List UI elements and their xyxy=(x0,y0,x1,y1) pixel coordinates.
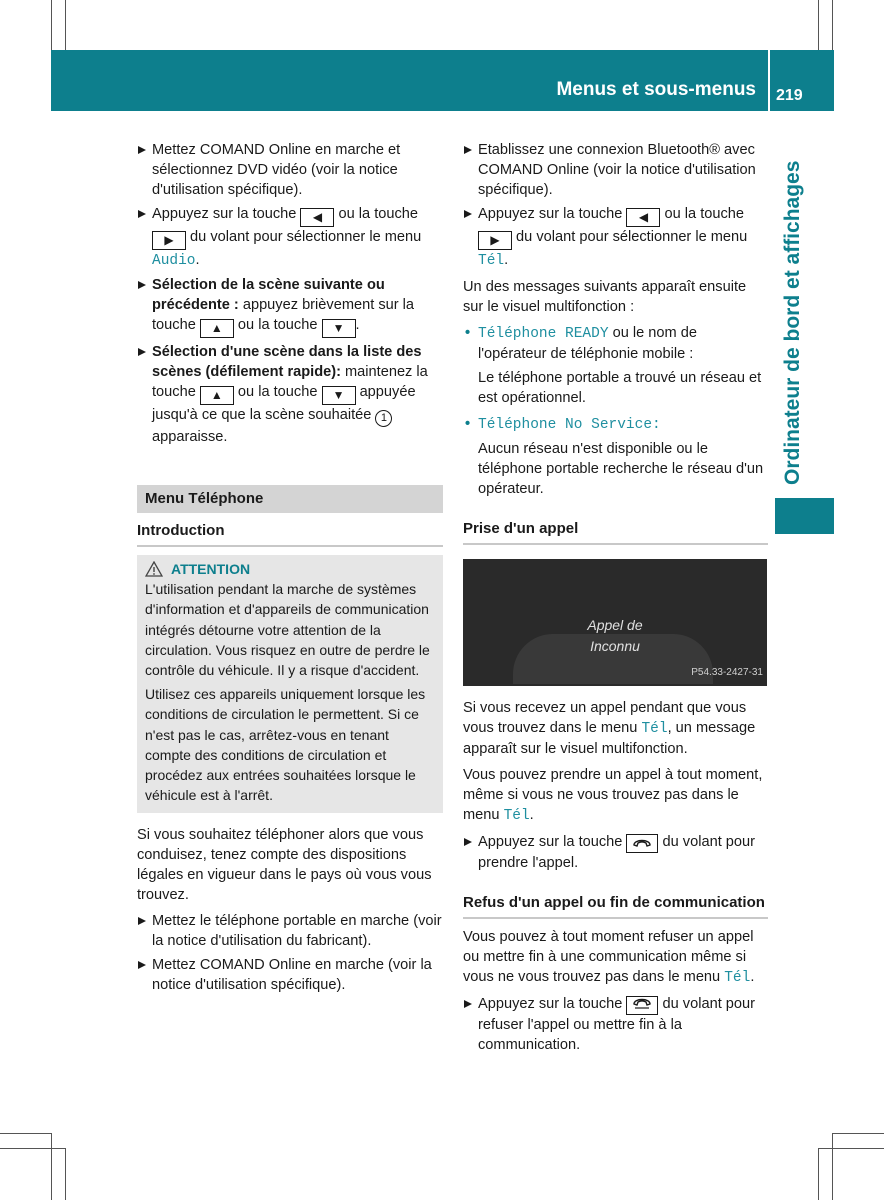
down-arrow-key: ▼ xyxy=(322,319,356,338)
crop-mark xyxy=(818,1148,819,1200)
list-item-detail: Aucun réseau n'est disponible ou le téléphone portable recherche le réseau d'un opérateur. xyxy=(478,441,764,497)
attention-text: Utilisez ces appareils uniquement lorsque les conditions de circulation le permettent. Si ce n'est pas le cas, arrêtez-vous en tenant compte des conditions de circulation et procédez aux entrées souhaitées lorsque le véhicule est à l'arrêt. xyxy=(145,686,426,804)
list-item-detail: Le téléphone portable a trouvé un réseau et est opérationnel. xyxy=(478,370,762,406)
right-column xyxy=(463,140,768,1059)
left-arrow-key: ◀ xyxy=(626,208,660,227)
menu-code: Tél xyxy=(478,253,505,269)
phone-accept-key xyxy=(626,834,658,853)
step: Appuyez sur la touche du volant pour prendre l'appel. xyxy=(463,832,768,873)
paragraph: Vous pouvez à tout moment refuser un appel ou mettre fin à une communication même si vous ne vous trouvez pas dans le menu Tél. xyxy=(463,929,755,986)
warning-icon xyxy=(145,561,163,577)
attention-box xyxy=(137,555,443,813)
menu-code: Audio xyxy=(152,253,196,269)
crop-mark xyxy=(832,1133,884,1134)
step: Sélection de la scène suivante ou précédente : appuyez brièvement sur la touche ▲ ou la touche ▼ . xyxy=(137,275,443,338)
list-item: • Téléphone No Service: xyxy=(463,414,768,435)
right-arrow-key: ▶ xyxy=(152,231,186,250)
up-arrow-key: ▲ xyxy=(200,319,234,338)
callout-number: 1 xyxy=(375,410,392,427)
step: Etablissez une connexion Bluetooth® avec COMAND Online (voir la notice d'utilisation spécifique). xyxy=(463,140,768,200)
crop-mark xyxy=(818,1148,884,1149)
phone-accept-icon xyxy=(631,835,653,849)
phone-end-icon xyxy=(631,997,653,1011)
up-arrow-key: ▲ xyxy=(200,386,234,405)
step: Mettez le téléphone portable en marche (voir la notice d'utilisation du fabricant). xyxy=(137,911,443,951)
crop-mark xyxy=(832,1133,833,1200)
step: Appuyez sur la touche ◀ ou la touche ▶ du volant pour sélectionner le menu Tél. xyxy=(463,204,768,271)
crop-mark xyxy=(51,0,52,50)
menu-code: Tél xyxy=(503,808,530,824)
step: Mettez COMAND Online en marche (voir la notice d'utilisation spécifique). xyxy=(137,955,443,995)
multifunction-display xyxy=(463,559,767,686)
page-header xyxy=(51,50,768,111)
subheading: Introduction xyxy=(137,521,443,547)
step: Sélection d'une scène dans la liste des scènes (défilement rapide): maintenez la touche ▲ ou la touche ▼ appuyée jusqu'à ce que la scène souhaitée 1 apparaisse. xyxy=(137,342,443,447)
display-line: Inconnu xyxy=(590,638,640,654)
page-title: Menus et sous-menus xyxy=(556,79,756,100)
left-column xyxy=(137,140,443,999)
crop-mark xyxy=(65,1148,66,1200)
menu-code: Tél xyxy=(641,721,668,737)
crop-mark xyxy=(0,1148,66,1149)
status-code: Téléphone READY xyxy=(478,326,609,342)
step: Appuyez sur la touche du volant pour refuser l'appel ou mettre fin à la communication. xyxy=(463,994,768,1055)
paragraph: Un des messages suivants apparaît ensuite sur le visuel multifonction : xyxy=(463,279,747,315)
chapter-marker xyxy=(775,498,834,534)
display-line: Appel de xyxy=(587,617,643,633)
paragraph: Si vous recevez un appel pendant que vous vous trouvez dans le menu Tél, un message apparaît sur le visuel multifonction. xyxy=(463,700,756,757)
list-item: • Téléphone READY ou le nom de l'opérateur de téléphonie mobile : xyxy=(463,323,768,364)
crop-mark xyxy=(51,1133,52,1200)
left-arrow-key: ◀ xyxy=(300,208,334,227)
page-number: 219 xyxy=(776,87,803,104)
page-number-box xyxy=(768,50,834,111)
right-arrow-key: ▶ xyxy=(478,231,512,250)
down-arrow-key: ▼ xyxy=(322,386,356,405)
phone-end-key xyxy=(626,996,658,1015)
menu-code: Tél xyxy=(724,970,751,986)
crop-mark xyxy=(832,0,833,50)
status-code: Téléphone No Service xyxy=(478,417,653,433)
attention-text: L'utilisation pendant la marche de systèmes d'information et d'appareils de communication intégrés détourne votre attention de la circulation. Vous risquez en outre de perdre le contrôle du véhicule. Il y a risque d'accident. xyxy=(145,581,430,679)
image-reference: P54.33-2427-31 xyxy=(691,667,763,678)
crop-mark xyxy=(818,0,819,50)
paragraph: Vous pouvez prendre un appel à tout moment, même si vous ne vous trouvez pas dans le menu Tél. xyxy=(463,767,763,824)
step: Appuyez sur la touche ◀ ou la touche ▶ du volant pour sélectionner le menu Audio. xyxy=(137,204,443,271)
step: Mettez COMAND Online en marche et sélectionnez DVD vidéo (voir la notice d'utilisation spécifique). xyxy=(137,140,443,200)
crop-mark xyxy=(65,0,66,50)
attention-title: ATTENTION xyxy=(171,561,251,577)
crop-mark xyxy=(0,1133,51,1134)
chapter-side-tab xyxy=(780,155,806,485)
subheading: Prise d'un appel xyxy=(463,519,768,545)
chapter-title: Ordinateur de bord et affichages xyxy=(781,160,804,485)
section-title: Menu Téléphone xyxy=(137,485,443,513)
paragraph: Si vous souhaitez téléphoner alors que vous conduisez, tenez compte des dispositions légales en vigueur dans le pays où vous vous trouvez. xyxy=(137,827,432,904)
subheading: Refus d'un appel ou fin de communication xyxy=(463,893,768,919)
